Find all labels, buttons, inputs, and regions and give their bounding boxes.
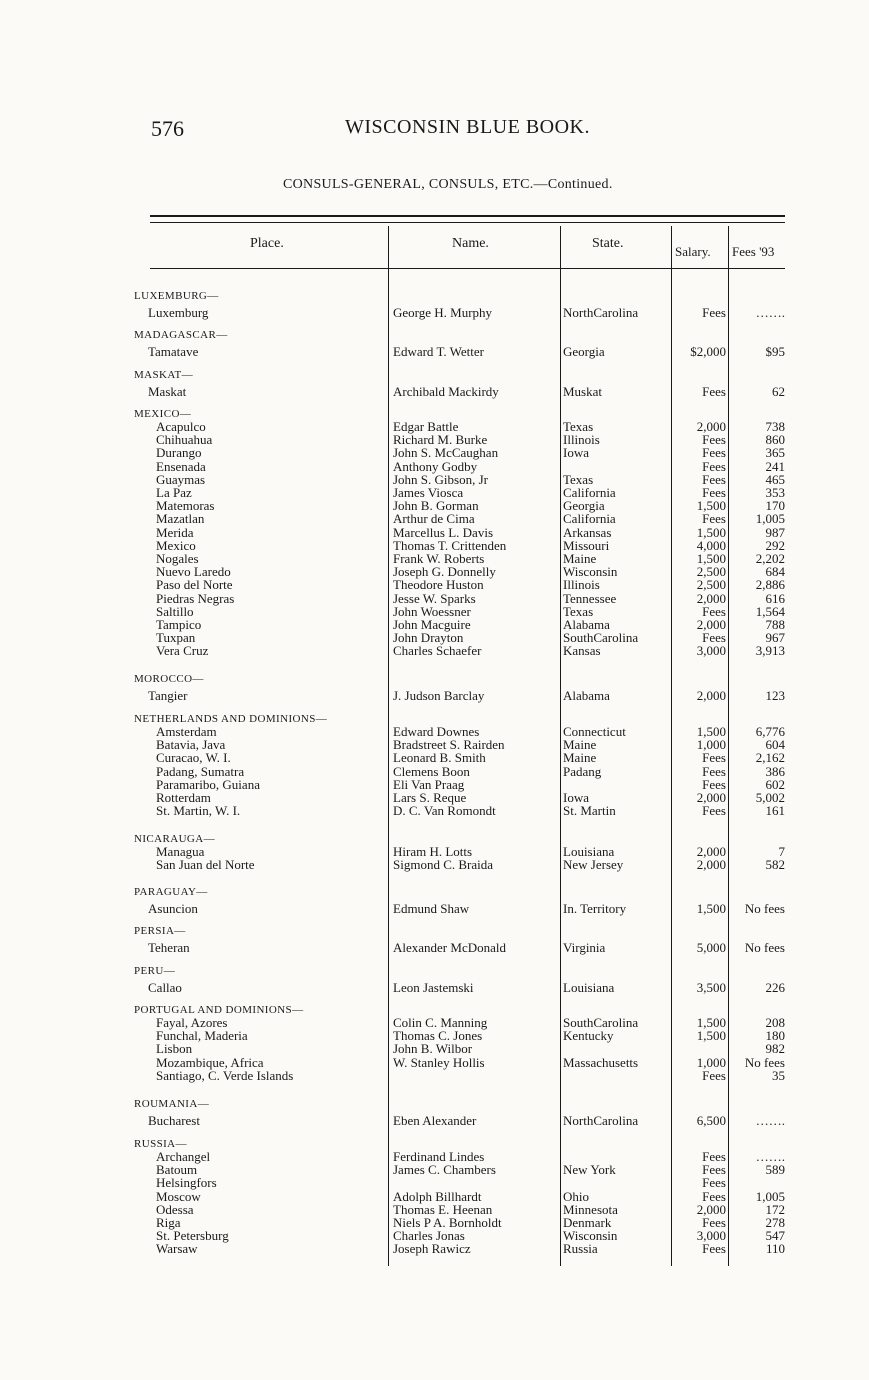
state-cell: Georgia xyxy=(563,498,605,514)
state-cell: New York xyxy=(563,1162,616,1178)
place-cell: Managua xyxy=(156,844,205,859)
name-cell: John Macguire xyxy=(393,617,471,632)
fees-cell: 241 xyxy=(765,458,785,474)
place-cell: Moscow xyxy=(156,1188,201,1204)
name-cell: Richard M. Burke xyxy=(393,432,488,448)
salary-cell: Fees xyxy=(702,485,726,500)
name-cell: Jesse W. Sparks xyxy=(393,590,476,606)
state-cell: NorthCarolina xyxy=(563,1113,639,1128)
fees-cell: ……. xyxy=(755,1113,785,1128)
state-cell: Wisconsin xyxy=(563,564,618,580)
salary-cell: Fees xyxy=(702,458,726,474)
fees-cell: 987 xyxy=(765,524,785,540)
fees-cell: 208 xyxy=(765,1015,785,1030)
fees-cell: 582 xyxy=(765,857,785,873)
name-cell: John S. McCaughan xyxy=(393,445,499,461)
fees-cell: 292 xyxy=(765,537,785,553)
state-cell: In. Territory xyxy=(563,901,627,916)
state-cell: Texas xyxy=(563,419,594,434)
place-cell: Matemoras xyxy=(156,498,215,514)
country-heading: NICARAUGA— xyxy=(134,833,215,845)
place-cell: Luxemburg xyxy=(148,305,209,320)
name-cell: John Woessner xyxy=(393,603,471,619)
page-number: 576 xyxy=(151,116,184,141)
country-heading: MADAGASCAR— xyxy=(134,329,228,341)
place-cell: Fayal, Azores xyxy=(156,1015,228,1030)
state-cell: St. Martin xyxy=(563,803,616,819)
salary-cell: Fees xyxy=(702,1162,726,1178)
state-cell: Denmark xyxy=(563,1215,612,1230)
name-cell: Eben Alexander xyxy=(393,1113,477,1128)
state-cell: Texas xyxy=(563,603,594,619)
place-cell: Rotterdam xyxy=(156,790,211,805)
salary-cell: Fees xyxy=(702,471,726,487)
salary-cell: 2,000 xyxy=(696,857,726,873)
name-cell: Arthur de Cima xyxy=(393,511,475,527)
fees-cell: ……. xyxy=(755,1149,785,1164)
salary-cell: $2,000 xyxy=(690,344,726,359)
place-cell: San Juan del Norte xyxy=(156,857,255,873)
salary-cell: Fees xyxy=(702,776,726,792)
fees-cell: 386 xyxy=(765,763,785,779)
fees-cell: 110 xyxy=(765,1241,785,1257)
name-cell: Leonard B. Smith xyxy=(393,750,486,766)
salary-cell: 5,000 xyxy=(696,940,726,955)
place-cell: Paso del Norte xyxy=(156,577,233,593)
state-cell: Kansas xyxy=(563,643,601,659)
salary-cell: Fees xyxy=(702,445,726,461)
fees-cell: 180 xyxy=(765,1028,785,1044)
salary-cell: 2,000 xyxy=(696,1201,726,1217)
name-cell: John Drayton xyxy=(393,630,464,646)
place-cell: Durango xyxy=(156,445,202,461)
fees-cell: 1,005 xyxy=(755,1188,785,1204)
fees-cell: 123 xyxy=(765,688,785,703)
name-cell: Frank W. Roberts xyxy=(393,551,485,566)
place-cell: Nogales xyxy=(156,551,199,566)
salary-cell: 3,500 xyxy=(696,980,726,995)
country-heading: PORTUGAL AND DOMINIONS— xyxy=(134,1004,304,1016)
fees-cell: 602 xyxy=(765,776,785,792)
state-cell: California xyxy=(563,511,616,527)
state-cell: Russia xyxy=(563,1241,598,1257)
place-cell: Curacao, W. I. xyxy=(156,750,231,766)
book-title: WISCONSIN BLUE BOOK. xyxy=(345,116,590,138)
salary-cell: 1,000 xyxy=(696,1054,726,1070)
fees-cell: No fees xyxy=(744,1054,785,1070)
fees-cell: 3,913 xyxy=(755,643,785,659)
fees-cell: 616 xyxy=(765,590,785,606)
column-header-salary: Salary. xyxy=(675,244,711,259)
salary-cell: Fees xyxy=(702,1188,726,1204)
salary-cell: 2,000 xyxy=(696,688,726,703)
fees-cell: 170 xyxy=(765,498,785,514)
name-cell: Colin C. Manning xyxy=(393,1015,488,1030)
place-cell: Odessa xyxy=(156,1201,194,1217)
place-cell: Piedras Negras xyxy=(156,590,235,606)
name-cell: Lars S. Reque xyxy=(393,790,467,805)
state-cell: Iowa xyxy=(563,790,589,805)
salary-cell: Fees xyxy=(702,803,726,819)
salary-cell: Fees xyxy=(702,1149,726,1164)
name-cell: Charles Schaefer xyxy=(393,643,482,659)
fees-cell: 5,002 xyxy=(755,790,785,805)
place-cell: Batavia, Java xyxy=(156,737,226,753)
fees-cell: 1,005 xyxy=(755,511,785,527)
name-cell: Thomas T. Crittenden xyxy=(393,537,507,553)
name-cell: John B. Wilbor xyxy=(393,1041,473,1057)
salary-cell: 1,500 xyxy=(696,1028,726,1044)
fees-cell: 161 xyxy=(765,803,785,819)
salary-cell: Fees xyxy=(702,1241,726,1257)
state-cell: NorthCarolina xyxy=(563,305,639,320)
salary-cell: Fees xyxy=(702,305,726,320)
salary-cell: 1,500 xyxy=(696,498,726,514)
fees-cell: 353 xyxy=(765,485,785,500)
salary-cell: 2,000 xyxy=(696,419,726,434)
name-cell: Thomas E. Heenan xyxy=(393,1201,493,1217)
place-cell: St. Martin, W. I. xyxy=(156,803,241,819)
fees-cell: 62 xyxy=(772,384,785,399)
salary-cell: Fees xyxy=(702,384,726,399)
name-cell: Leon Jastemski xyxy=(393,980,474,995)
place-cell: Maskat xyxy=(148,384,187,399)
salary-cell: Fees xyxy=(702,630,726,646)
name-cell: Anthony Godby xyxy=(393,458,478,474)
place-cell: Funchal, Maderia xyxy=(156,1028,248,1044)
place-cell: Asuncion xyxy=(148,901,198,916)
name-cell: Adolph Billhardt xyxy=(393,1188,482,1204)
place-cell: Paramaribo, Guiana xyxy=(156,776,260,792)
state-cell: Alabama xyxy=(563,617,610,632)
name-cell: Joseph G. Donnelly xyxy=(393,564,496,580)
fees-cell: 1,564 xyxy=(755,603,785,619)
name-cell: Charles Jonas xyxy=(393,1228,465,1244)
column-header-fees: Fees '93 xyxy=(732,244,775,259)
salary-cell: 1,500 xyxy=(696,724,726,739)
salary-cell: 6,500 xyxy=(696,1113,726,1128)
salary-cell: 1,500 xyxy=(696,551,726,566)
name-cell: W. Stanley Hollis xyxy=(393,1054,485,1070)
fees-cell: 604 xyxy=(765,737,785,753)
name-cell: Clemens Boon xyxy=(393,763,470,779)
place-cell: Bucharest xyxy=(148,1113,200,1128)
place-cell: Mexico xyxy=(156,537,196,553)
fees-cell: 172 xyxy=(765,1201,785,1217)
fees-cell: 35 xyxy=(772,1067,785,1083)
name-cell: Bradstreet S. Rairden xyxy=(393,737,505,753)
name-cell: John B. Gorman xyxy=(393,498,479,514)
state-cell: SouthCarolina xyxy=(563,630,639,646)
place-cell: Callao xyxy=(148,980,182,995)
fees-cell: 365 xyxy=(765,445,785,461)
column-header-state: State. xyxy=(592,236,624,251)
state-cell: Missouri xyxy=(563,537,610,553)
state-cell: Maine xyxy=(563,750,597,766)
place-cell: Ensenada xyxy=(156,458,206,474)
salary-cell: Fees xyxy=(702,1215,726,1230)
fees-cell: 6,776 xyxy=(755,724,785,739)
fees-cell: 278 xyxy=(765,1215,785,1230)
place-cell: Merida xyxy=(156,524,194,540)
place-cell: Batoum xyxy=(156,1162,198,1178)
salary-cell: 2,500 xyxy=(696,577,726,593)
name-cell: J. Judson Barclay xyxy=(393,688,485,703)
fees-cell: ……. xyxy=(755,305,785,320)
salary-cell: 1,500 xyxy=(696,524,726,540)
place-cell: St. Petersburg xyxy=(156,1228,229,1244)
place-cell: Santiago, C. Verde Islands xyxy=(156,1067,294,1083)
fees-cell: 738 xyxy=(765,419,785,434)
name-cell: John S. Gibson, Jr xyxy=(393,471,488,487)
fees-cell: 788 xyxy=(765,617,785,632)
fees-cell: 967 xyxy=(765,630,785,646)
state-cell: Virginia xyxy=(563,940,606,955)
state-cell: SouthCarolina xyxy=(563,1015,639,1030)
fees-cell: 226 xyxy=(765,980,785,995)
state-cell: Muskat xyxy=(563,384,602,399)
state-cell: Louisiana xyxy=(563,980,615,995)
country-heading: PARAGUAY— xyxy=(134,886,208,898)
state-cell: Massachusetts xyxy=(563,1054,639,1070)
state-cell: Maine xyxy=(563,737,597,753)
salary-cell: Fees xyxy=(702,1175,726,1191)
place-cell: Lisbon xyxy=(156,1041,193,1057)
place-cell: Tangier xyxy=(148,688,188,703)
place-cell: La Paz xyxy=(156,485,192,500)
state-cell: Arkansas xyxy=(563,524,612,540)
state-cell: Maine xyxy=(563,551,597,566)
state-cell: California xyxy=(563,485,616,500)
place-cell: Vera Cruz xyxy=(156,643,209,659)
country-heading: NETHERLANDS AND DOMINIONS— xyxy=(134,713,328,725)
country-heading: MASKAT— xyxy=(134,369,194,381)
name-cell: Alexander McDonald xyxy=(393,940,506,955)
fees-cell: 2,886 xyxy=(755,577,785,593)
fees-cell: 982 xyxy=(765,1041,785,1057)
place-cell: Mazatlan xyxy=(156,511,205,527)
state-cell: New Jersey xyxy=(563,857,624,873)
salary-cell: 1,500 xyxy=(696,1015,726,1030)
fees-cell: 2,162 xyxy=(755,750,785,766)
country-heading: LUXEMBURG— xyxy=(134,290,219,302)
salary-cell: Fees xyxy=(702,511,726,527)
fees-cell: 589 xyxy=(765,1162,785,1178)
place-cell: Warsaw xyxy=(156,1241,198,1257)
name-cell: Edmund Shaw xyxy=(393,901,470,916)
country-heading: PERSIA— xyxy=(134,925,186,937)
name-cell: Hiram H. Lotts xyxy=(393,844,473,859)
place-cell: Tampico xyxy=(156,617,202,632)
salary-cell: 3,000 xyxy=(696,643,726,659)
country-heading: MEXICO— xyxy=(134,408,192,420)
salary-cell: 1,500 xyxy=(696,901,726,916)
place-cell: Mozambique, Africa xyxy=(156,1054,264,1070)
country-heading: ROUMANIA— xyxy=(134,1098,210,1110)
state-cell: Kentucky xyxy=(563,1028,614,1044)
name-cell: Thomas C. Jones xyxy=(393,1028,483,1044)
place-cell: Saltillo xyxy=(156,603,194,619)
name-cell: George H. Murphy xyxy=(393,305,493,320)
salary-cell: Fees xyxy=(702,603,726,619)
salary-cell: 2,000 xyxy=(696,844,726,859)
name-cell: Eli Van Praag xyxy=(393,776,465,792)
fees-cell: 547 xyxy=(765,1228,785,1244)
state-cell: Wisconsin xyxy=(563,1228,618,1244)
name-cell: Theodore Huston xyxy=(393,577,484,593)
place-cell: Tuxpan xyxy=(156,630,196,646)
fees-cell: $95 xyxy=(765,344,785,359)
name-cell: Sigmond C. Braida xyxy=(393,857,494,873)
salary-cell: 3,000 xyxy=(696,1228,726,1244)
fees-cell: 465 xyxy=(765,471,785,487)
state-cell: Connecticut xyxy=(563,724,626,739)
column-header-place: Place. xyxy=(250,236,284,251)
place-cell: Amsterdam xyxy=(156,724,217,739)
state-cell: Georgia xyxy=(563,344,605,359)
place-cell: Riga xyxy=(156,1215,181,1230)
place-cell: Guaymas xyxy=(156,471,206,487)
country-heading: MOROCCO— xyxy=(134,673,204,685)
place-cell: Acapulco xyxy=(156,419,206,434)
name-cell: Marcellus L. Davis xyxy=(393,524,494,540)
fees-cell: 2,202 xyxy=(755,551,785,566)
place-cell: Tamatave xyxy=(148,344,199,359)
state-cell: Alabama xyxy=(563,688,610,703)
name-cell: Niels P A. Bornholdt xyxy=(393,1215,502,1230)
fees-cell: No fees xyxy=(744,940,785,955)
place-cell: Helsingfors xyxy=(156,1175,217,1191)
section-title: CONSULS-GENERAL, CONSULS, ETC.—Continued. xyxy=(283,177,613,192)
state-cell: Ohio xyxy=(563,1188,589,1204)
name-cell: James C. Chambers xyxy=(393,1162,496,1178)
fees-cell: 7 xyxy=(778,844,785,859)
place-cell: Nuevo Laredo xyxy=(156,564,231,580)
salary-cell: 1,000 xyxy=(696,737,726,753)
state-cell: Louisiana xyxy=(563,844,615,859)
column-header-name: Name. xyxy=(452,236,489,251)
place-cell: Padang, Sumatra xyxy=(156,763,245,779)
state-cell: Illinois xyxy=(563,432,600,448)
salary-cell: Fees xyxy=(702,750,726,766)
state-cell: Minnesota xyxy=(563,1201,618,1217)
country-heading: PERU— xyxy=(134,965,176,977)
state-cell: Texas xyxy=(563,471,594,487)
salary-cell: Fees xyxy=(702,1067,726,1083)
fees-cell: 684 xyxy=(765,564,785,580)
name-cell: Edward Downes xyxy=(393,724,480,739)
state-cell: Illinois xyxy=(563,577,600,593)
salary-cell: 2,500 xyxy=(696,564,726,580)
name-cell: Archibald Mackirdy xyxy=(393,384,499,399)
name-cell: Edgar Battle xyxy=(393,419,459,434)
name-cell: James Viosca xyxy=(393,485,464,500)
name-cell: D. C. Van Romondt xyxy=(393,803,496,819)
state-cell: Padang xyxy=(563,763,602,779)
fees-cell: No fees xyxy=(744,901,785,916)
place-cell: Archangel xyxy=(156,1149,211,1164)
salary-cell: 2,000 xyxy=(696,590,726,606)
country-heading: RUSSIA— xyxy=(134,1138,187,1150)
fees-cell: 860 xyxy=(765,432,785,448)
salary-cell: 2,000 xyxy=(696,790,726,805)
state-cell: Tennessee xyxy=(563,590,617,606)
place-cell: Chihuahua xyxy=(156,432,213,448)
salary-cell: Fees xyxy=(702,763,726,779)
name-cell: Joseph Rawicz xyxy=(393,1241,471,1257)
salary-cell: Fees xyxy=(702,432,726,448)
salary-cell: 2,000 xyxy=(696,617,726,632)
name-cell: Ferdinand Lindes xyxy=(393,1149,485,1164)
salary-cell: 4,000 xyxy=(696,537,726,553)
name-cell: Edward T. Wetter xyxy=(393,344,485,359)
place-cell: Teheran xyxy=(148,940,190,955)
state-cell: Iowa xyxy=(563,445,589,461)
